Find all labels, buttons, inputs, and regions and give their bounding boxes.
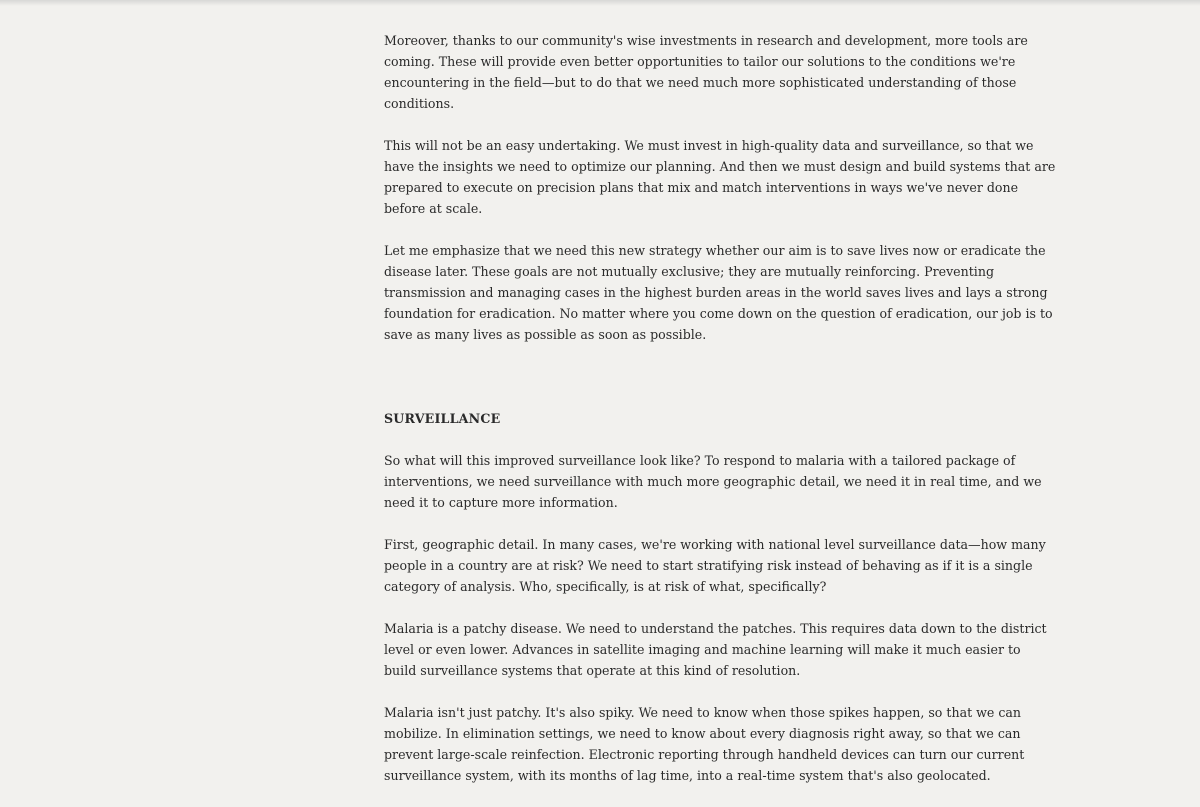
section-spacer [384,366,1056,408]
paragraph: Let me emphasize that we need this new strategy whether our aim is to save lives now or eradicate the disease later. These goals are not mutually exclusive; they are mutually reinforcing. Preventing transmission and managing cases in the highest burden areas in the world saves lives and lays a strong foundation for eradication. No matter where you come down on the question of eradication, our job is to save as many lives as possible as soon as possible. [384,243,1053,342]
top-edge-shadow [0,0,1200,6]
paragraph: Malaria isn't just patchy. It's also spiky. We need to know when those spikes happen, so that we can mobilize. In elimination settings, we need to know about every diagnosis right away, so that we can prevent large-scale reinfection. Electronic reporting through handheld devices can turn our current surveillance system, with its months of lag time, into a real-time system that's also geolocated. [384,705,1025,783]
article-body [384,30,1056,807]
paragraph: Malaria is a patchy disease. We need to understand the patches. This requires data down to the district level or even lower. Advances in satellite imaging and machine learning will make it much easier to build surveillance systems that operate at this kind of resolution. [384,621,1047,678]
paragraph: This will not be an easy undertaking. We must invest in high-quality data and surveillance, so that we have the insights we need to optimize our planning. And then we must design and build systems that are prepared to execute on precision plans that mix and match interventions in ways we've never done before at scale. [384,138,1056,216]
paragraph: So what will this improved surveillance look like? To respond to malaria with a tailored package of interventions, we need surveillance with much more geographic detail, we need it in real time, and we need it to capture more information. [384,453,1042,510]
paragraph: First, geographic detail. In many cases, we're working with national level surveillance data—how many people in a country are at risk? We need to start stratifying risk instead of behaving as if it is a single category of analysis. Who, specifically, is at risk of what, specifically? [384,537,1046,594]
section-heading: SURVEILLANCE [384,411,501,426]
paragraph: Moreover, thanks to our community's wise investments in research and development, more tools are coming. These will provide even better opportunities to tailor our solutions to the conditions we're encountering in the field—but to do that we need much more sophisticated understanding of those conditions. [384,33,1028,111]
